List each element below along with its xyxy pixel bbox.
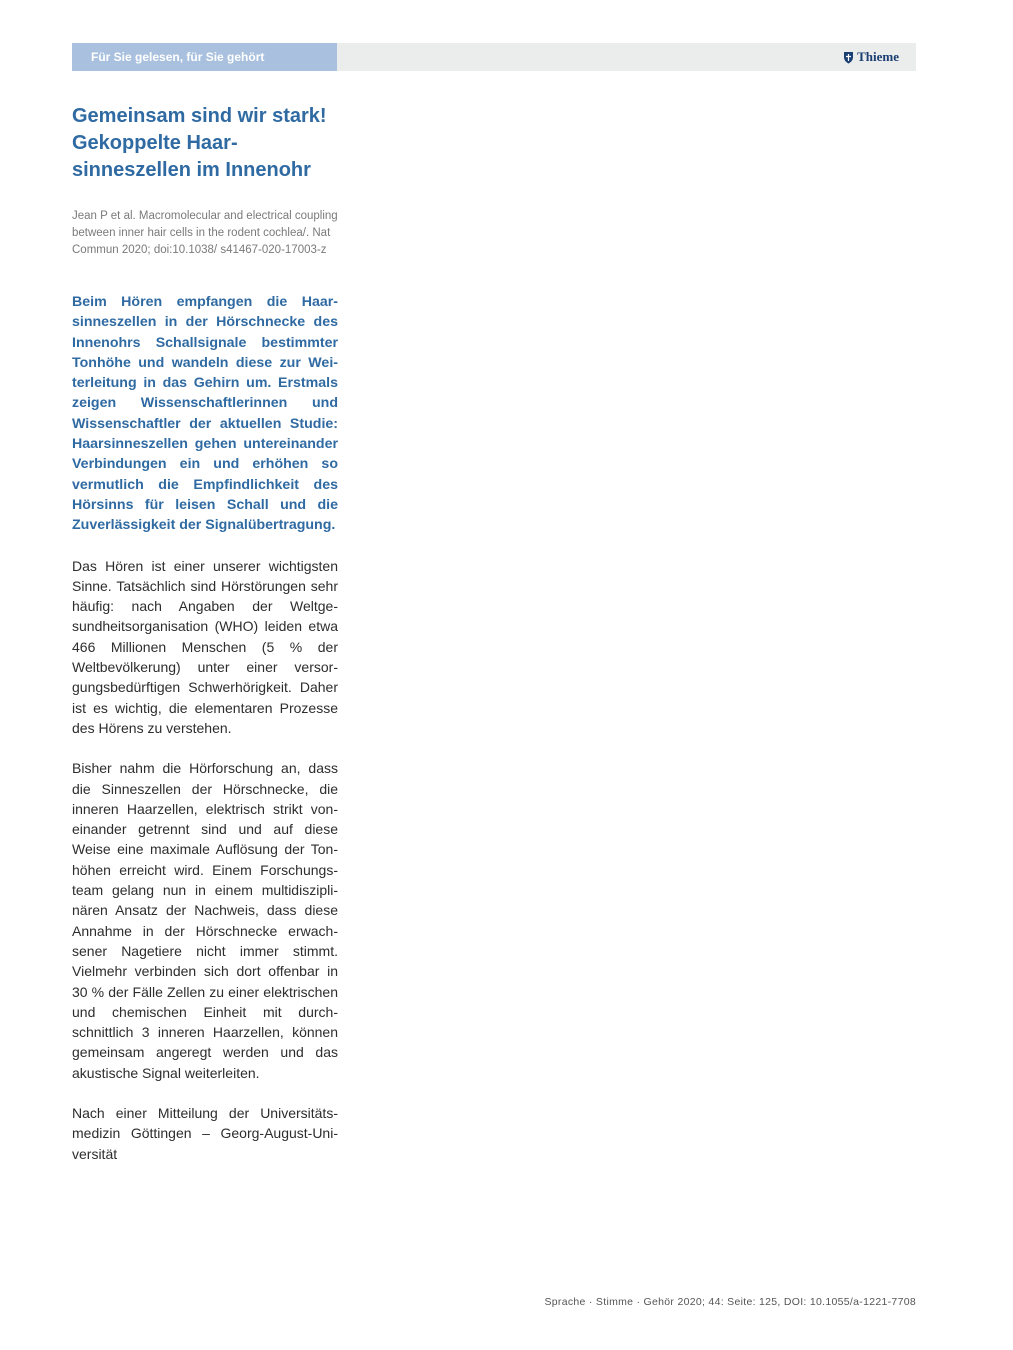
thieme-shield-icon: [843, 51, 854, 64]
article-lead: Beim Hören empfangen die Haarsinneszellen in der Hörschnecke des Innenohrs Schallsignale bestimmter Tonhöhe und wandeln diese zur Weiterleitung in das Gehirn um. Erstmals zeigen Wissenschaftlerinnen und Wissenschaftler der aktuellen Studie: Haarsinneszellen gehen untereinander Verbindungen ein und erhöhen so vermutlich die Empfindlichkeit des Hörsinns für leisen Schall und die Zuverlässigkeit der Signalübertragung.: [72, 294, 338, 534]
brand-logo: [843, 43, 899, 71]
header-bar: [72, 43, 916, 71]
article-column: [72, 103, 338, 1164]
article-title: Gemeinsam sind wir stark! Gekoppelte Haarsinneszellen im Innenohr: [72, 105, 327, 181]
article-paragraph: Das Hören ist einer unserer wichtigsten Sinne. Tatsächlich sind Hörstörungen sehr häufig: nach Angaben der Weltgesundheitsorganisation (WHO) leiden etwa 466 Millionen Menschen (5 % der Weltbevölkerung) unter einer versorgungsbedürftigen Schwerhörigkeit. Daher ist es wichtig, die elementaren Prozesse des Hörens zu verstehen.: [72, 557, 338, 736]
article-paragraph: Bisher nahm die Hörforschung an, dass die Sinneszellen der Hörschnecke, die inneren Haarzellen, elektrisch strikt voneinander getrennt sind und auf diese Weise eine maximale Auflösung der Tonhöhen erreicht wird. Einem Forschungsteam gelang nun in einem multidisziplinären Ansatz der Nachweis, dass diese Annahme in der Hörschnecke erwachsener Nagetiere nicht immer stimmt. Vielmehr verbinden sich dort offenbar in 30 % der Fälle Zellen zu einer elektrischen und chemischen Einheit mit durchschnittlich 3 inneren Haarzellen, können gemeinsam angeregt werden und das akustische Signal weiterleiten.: [72, 760, 338, 1081]
page-footer-citation: Sprache · Stimme · Gehör 2020; 44: Seite: 125, DOI: 10.1055/a-1221-7708: [544, 1296, 916, 1308]
article-source-note: Nach einer Mitteilung der Universitätsmedizin Göttingen – Georg-August-Universität: [72, 1104, 338, 1162]
brand-name: Thieme: [857, 49, 899, 64]
article-citation: Jean P et al. Macromolecular and electrical coupling between inner hair cells in the rodent cochlea/. Nat Commun 2020; doi:10.1038/ s41467-020-17003-z: [72, 210, 338, 256]
section-label: Für Sie gelesen, für Sie gehört: [72, 43, 337, 71]
